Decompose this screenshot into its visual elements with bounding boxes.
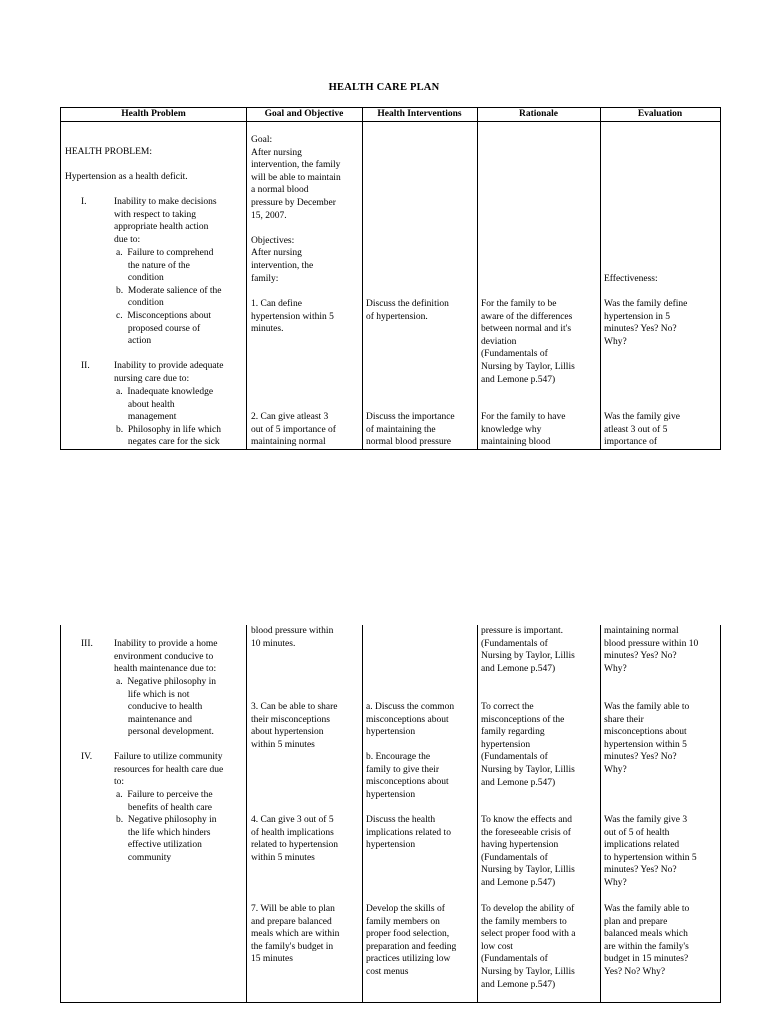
objective-2: 2. Can give atleast 3 out of 5 importance of maintaining normal [251, 412, 336, 448]
column-divider [477, 625, 478, 1002]
intervention-1: Discuss the definition of hypertension. [366, 299, 449, 322]
objective-7: 7. Will be able to plan and prepare balanced meals which are within the family's budget in 15 minutes [251, 904, 340, 965]
objective-4: 4. Can give 3 out of 5 of health implications related to hypertension within 5 minutes [251, 815, 339, 863]
objective-1: 1. Can define hypertension within 5 minutes. [251, 299, 334, 335]
header-rationale: Rationale [518, 109, 559, 119]
table-header-row [61, 108, 720, 122]
problem-3-text: Inability to provide a home environment conducive to health maintenance due to: [114, 639, 218, 675]
rationale-2: For the family to have knowledge why maintaining blood [481, 412, 566, 448]
evaluation-1: Was the family define hypertension in 5 minutes? Yes? No? Why? [604, 299, 688, 347]
page-title: HEALTH CARE PLAN [328, 82, 440, 93]
intervention-2: Discuss the importance of maintaining the normal blood pressure [366, 412, 455, 448]
header-health-problem: Health Problem [121, 109, 186, 119]
problem-4-subitems: a. Failure to perceive the benefits of health care b. Negative philosophy in the life which hinders effective utilization community [116, 790, 217, 863]
objective-2-continued: blood pressure within 10 minutes. [251, 626, 334, 649]
column-divider [600, 108, 601, 449]
problem-1-text: Inability to make decisions with respect to taking appropriate health action due to: [114, 197, 217, 245]
evaluation-2: Was the family give atleast 3 out of 5 importance of [604, 412, 681, 448]
care-plan-table-page-2 [60, 625, 721, 1003]
evaluation-3: Was the family able to share their misconceptions about hypertension within 5 minutes? Yes? No? Why? [604, 702, 690, 775]
problem-4-text: Failure to utilize community resources for health care due to: [114, 752, 224, 788]
rationale-2-continued: pressure is important. (Fundamentals of Nursing by Taylor, Lillis and Lemone p.547) [481, 626, 575, 674]
problem-3-subitems: a. Negative philosophy in life which is not conducive to health maintenance and personal development. [116, 677, 216, 738]
column-divider [246, 108, 247, 449]
problem-2-number: II. [81, 361, 90, 371]
problem-2-text: Inability to provide adequate nursing care due to: [114, 361, 224, 384]
evaluation-label: Effectiveness: [604, 274, 658, 284]
evaluation-7: Was the family able to plan and prepare balanced meals which are within the family's budget in 15 minutes? Yes? No? Why? [604, 904, 690, 977]
rationale-3: To correct the misconceptions of the family regarding hypertension (Fundamentals of Nursing by Taylor, Lillis and Lemone p.547) [481, 702, 575, 788]
care-plan-table-page-1 [60, 107, 721, 450]
header-health-interventions: Health Interventions [377, 109, 462, 119]
intervention-3b: b. Encourage the family to give their misconceptions about hypertension [366, 752, 449, 800]
column-divider [477, 108, 478, 449]
problem-4-number: IV. [81, 752, 93, 762]
goal-text: Goal: After nursing intervention, the family will be able to maintain a normal blood pressure by December 15, 2007. Objectives: After nursing intervention, the family: [251, 135, 341, 284]
intervention-3a: a. Discuss the common misconceptions about hypertension [366, 702, 455, 738]
column-divider [600, 625, 601, 1002]
objective-3: 3. Can be able to share their misconceptions about hypertension within 5 minutes [251, 702, 338, 750]
header-evaluation: Evaluation [637, 109, 683, 119]
evaluation-2-continued: maintaining normal blood pressure within 10 minutes? Yes? No? Why? [604, 626, 699, 674]
intervention-4: Discuss the health implications related to hypertension [366, 815, 451, 851]
column-divider [362, 625, 363, 1002]
rationale-7: To develop the ability of the family members to select proper food with a low cost (Fundamentals of Nursing by Taylor, Lillis and Lemone p.547) [481, 904, 576, 990]
evaluation-4: Was the family give 3 out of 5 of health implications related to hypertension within 5 minutes? Yes? No? Why? [604, 815, 697, 888]
rationale-4: To know the effects and the foreseeable crisis of having hypertension (Fundamentals of Nursing by Taylor, Lillis and Lemone p.547) [481, 815, 575, 888]
intervention-7: Develop the skills of family members on proper food selection, preparation and feeding practices utilizing low cost menus [366, 904, 457, 977]
problem-1-number: I. [81, 197, 87, 207]
problem-2-subitems: a. Inadequate knowledge about health management b. Philosophy in life which negates care for the sick [116, 387, 222, 448]
problem-1-subitems: a. Failure to comprehend the nature of the condition b. Moderate salience of the condition c. Misconceptions about proposed course of action [116, 248, 222, 347]
problem-3-number: III. [81, 639, 93, 649]
health-problem-heading: HEALTH PROBLEM: Hypertension as a health deficit. [65, 147, 188, 183]
header-goal-objective: Goal and Objective [264, 109, 344, 119]
rationale-1: For the family to be aware of the differences between normal and it's deviation (Fundamentals of Nursing by Taylor, Lillis and Lemone p.547) [481, 299, 575, 385]
column-divider [362, 108, 363, 449]
column-divider [246, 625, 247, 1002]
